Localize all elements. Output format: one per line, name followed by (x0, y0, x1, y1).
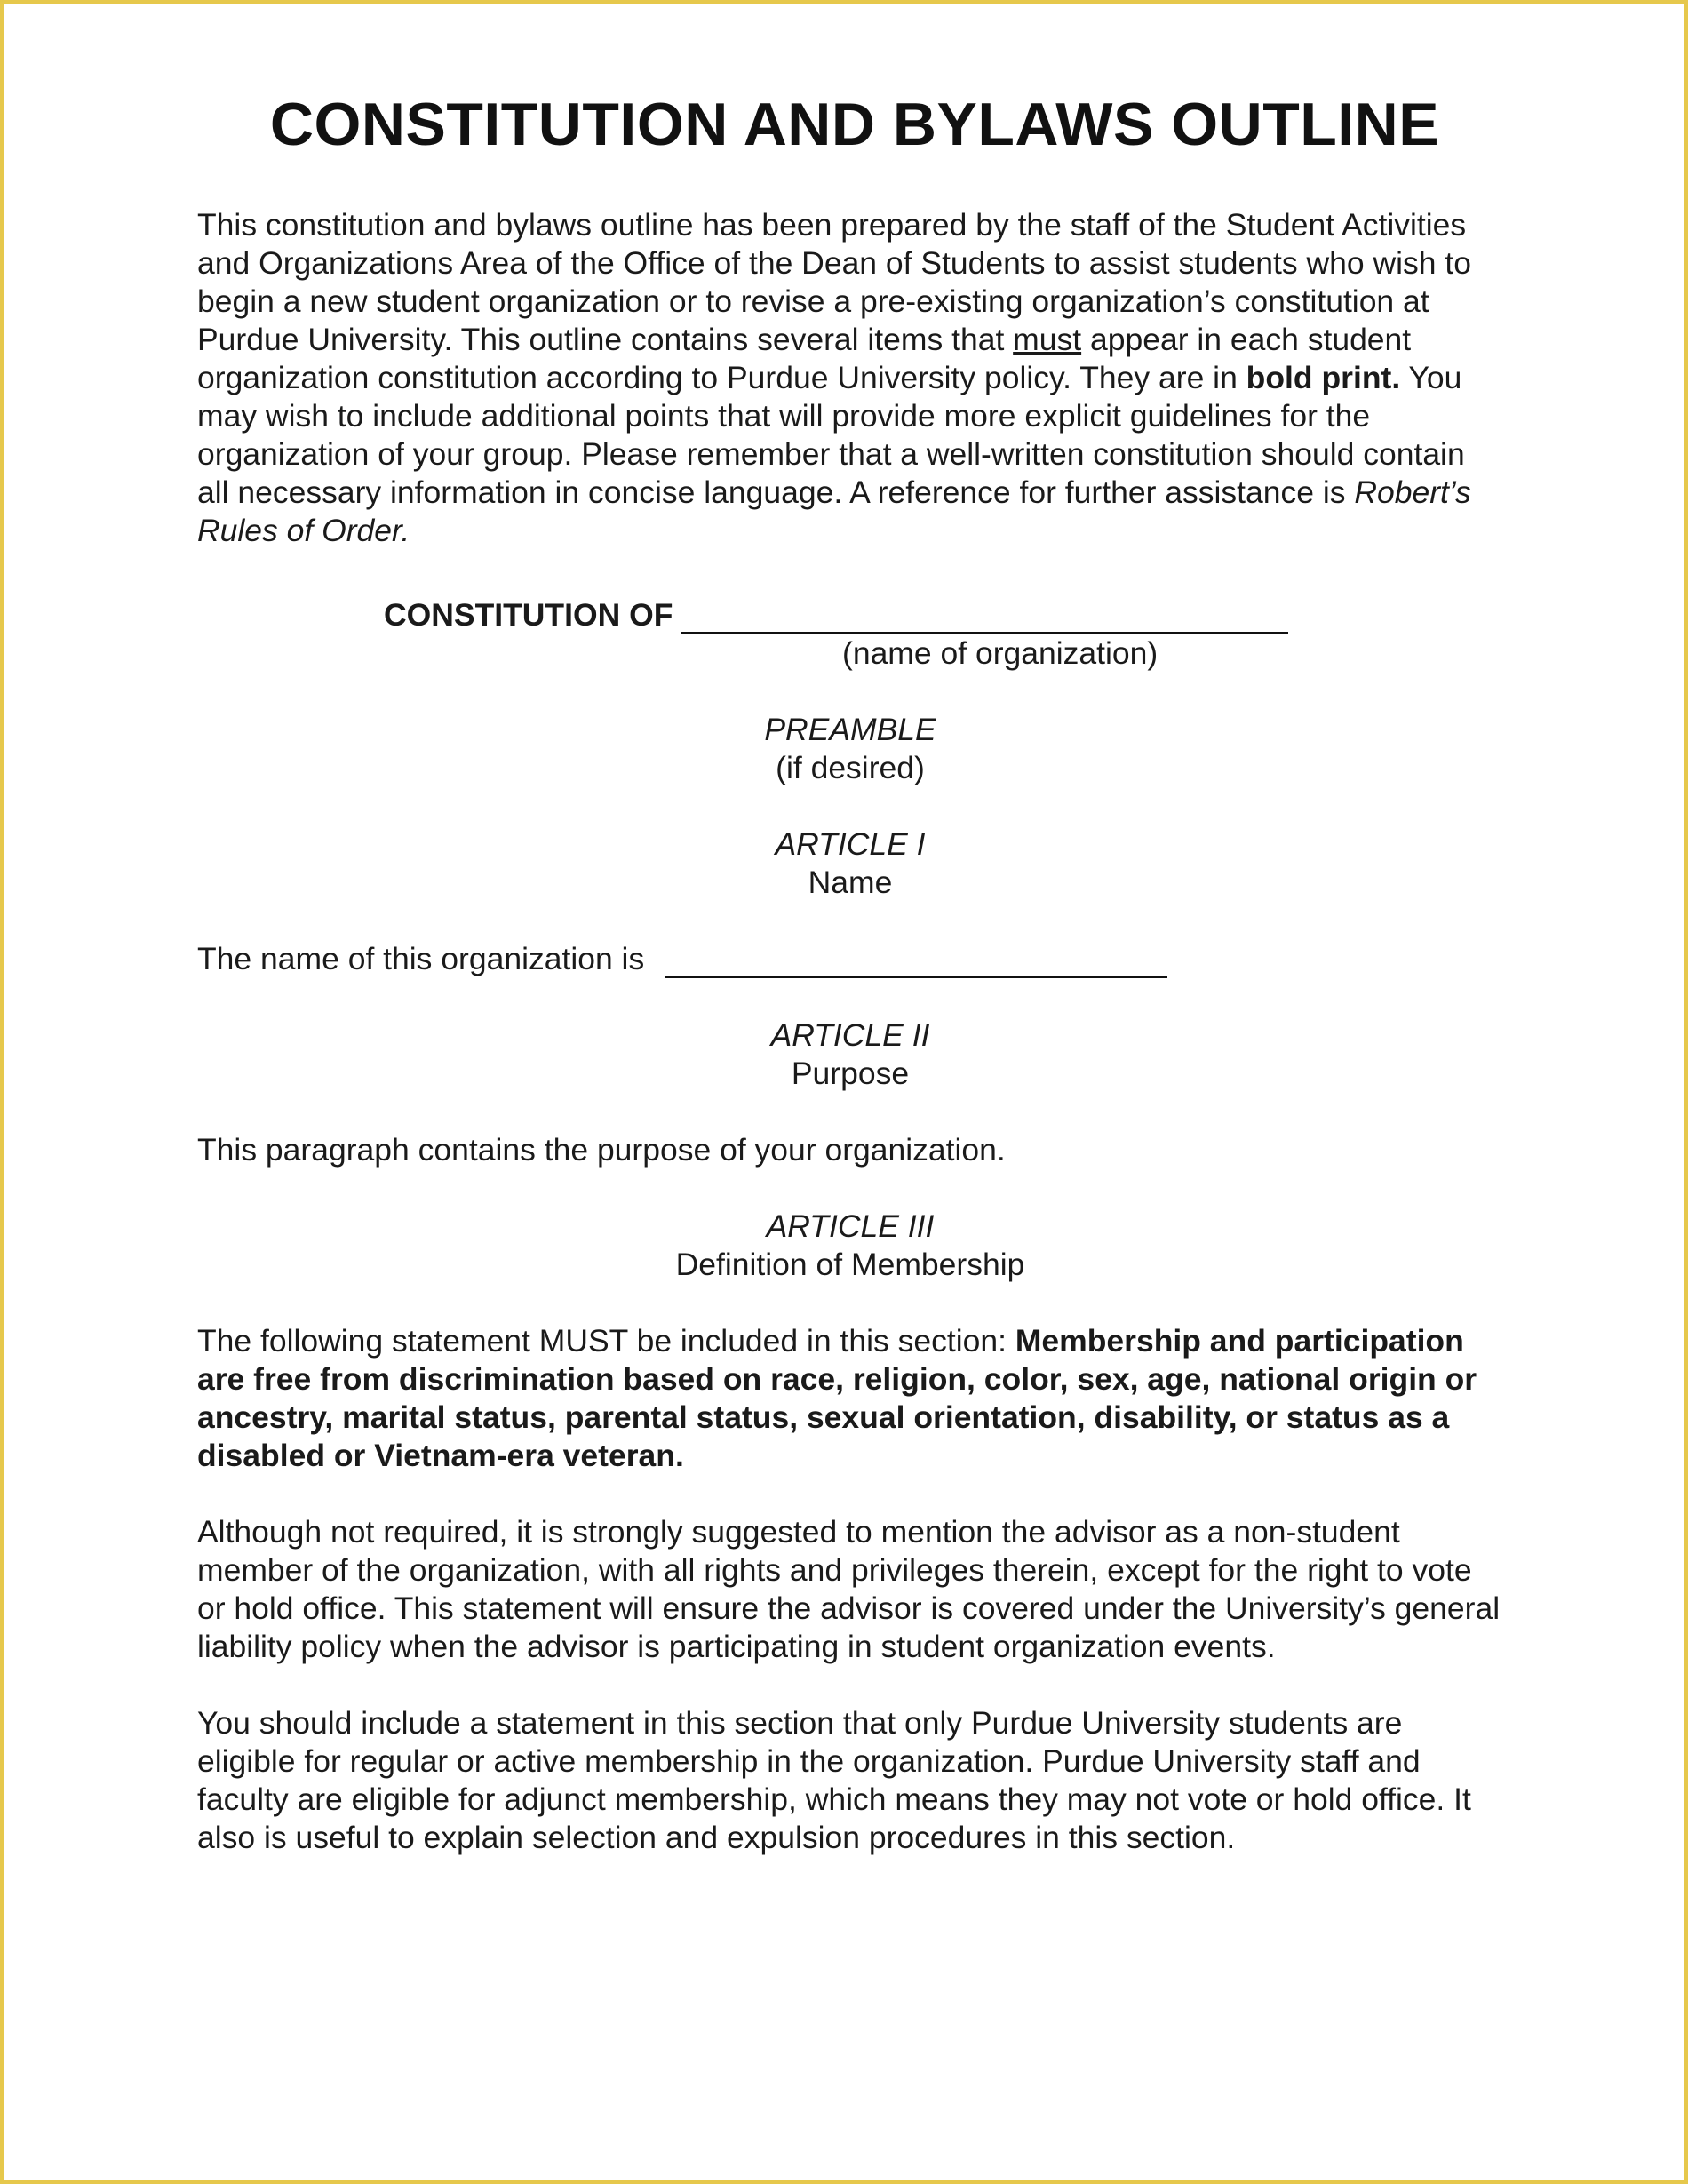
article-3-subheading: Definition of Membership (675, 1247, 1025, 1282)
intro-paragraph (197, 206, 1503, 550)
membership-statement-paragraph (197, 1322, 1503, 1475)
intro-must: must (1013, 322, 1082, 357)
constitution-of-line (197, 596, 1503, 634)
article-1-text: The name of this organization is (197, 941, 645, 976)
membership-nondiscrimination: Membership and participation are free from discrimination based on race, religion, color, sex, age, national origin or ancestry, marital status, parental status, sexual orientation, disability, or status as a disabled or Vietnam-era veteran. (197, 1323, 1477, 1473)
article-1-heading-block (197, 825, 1503, 902)
constitution-of-label: CONSTITUTION OF (384, 597, 673, 633)
article-1-subheading: Name (808, 865, 893, 900)
article-2-subheading: Purpose (791, 1056, 910, 1091)
organization-name-caption: (name of organization) (842, 635, 1159, 671)
advisor-paragraph: Although not required, it is strongly suggested to mention the advisor as a non-student member of the organization, with all rights and privileges therein, except for the right to vote or hold office. This statement will ensure the advisor is covered under the University’s general liability policy when the advisor is participating in student organization events. (197, 1514, 1501, 1664)
document-title: CONSTITUTION AND BYLAWS OUTLINE (269, 91, 1440, 158)
article-3-heading-block (197, 1208, 1503, 1284)
intro-roberts-rules: Robert’s Rules of Order. (197, 474, 1471, 548)
organization-name-fill-blank[interactable] (665, 944, 1167, 978)
organization-name-line (197, 940, 1503, 978)
article-2-text: This paragraph contains the purpose of your organization. (197, 1132, 1006, 1168)
intro-text-2: appear in each student organization constitution according to Purdue University policy. They are in (197, 322, 1412, 395)
preamble-heading-block (197, 711, 1503, 787)
organization-name-blank[interactable] (681, 600, 1288, 634)
article-2-heading-block (197, 1016, 1503, 1093)
intro-bold-print: bold print. (1246, 360, 1401, 395)
document-page (197, 89, 1503, 1857)
preamble-heading: PREAMBLE (764, 712, 936, 747)
membership-lead: The following statement MUST be included in this section: (197, 1323, 1015, 1359)
eligibility-paragraph: You should include a statement in this section that only Purdue University students are eligible for regular or active membership in the organization. Purdue University staff and faculty are eligible for adjunct membership, which means they may not vote or hold office. It also is useful to explain selection and expulsion procedures in this section. (197, 1705, 1471, 1855)
article-2-heading: ARTICLE II (770, 1017, 930, 1053)
preamble-subheading: (if desired) (776, 750, 925, 785)
intro-text-1: This constitution and bylaws outline has been prepared by the staff of the Student Activities and Organizations Area of the Office of the Dean of Students to assist students who wish to begin a new student organization or to revise a pre-existing organization’s constitution at Purdue University. This outline contains several items that (197, 207, 1471, 357)
article-1-heading: ARTICLE I (775, 826, 926, 862)
article-3-heading: ARTICLE III (766, 1208, 935, 1244)
intro-text-3: You may wish to include additional points that will provide more explicit guidelines for the organization of your group. Please remember that a well-written constitution should contain all necessary information in concise language. A reference for further assistance is (197, 360, 1465, 510)
